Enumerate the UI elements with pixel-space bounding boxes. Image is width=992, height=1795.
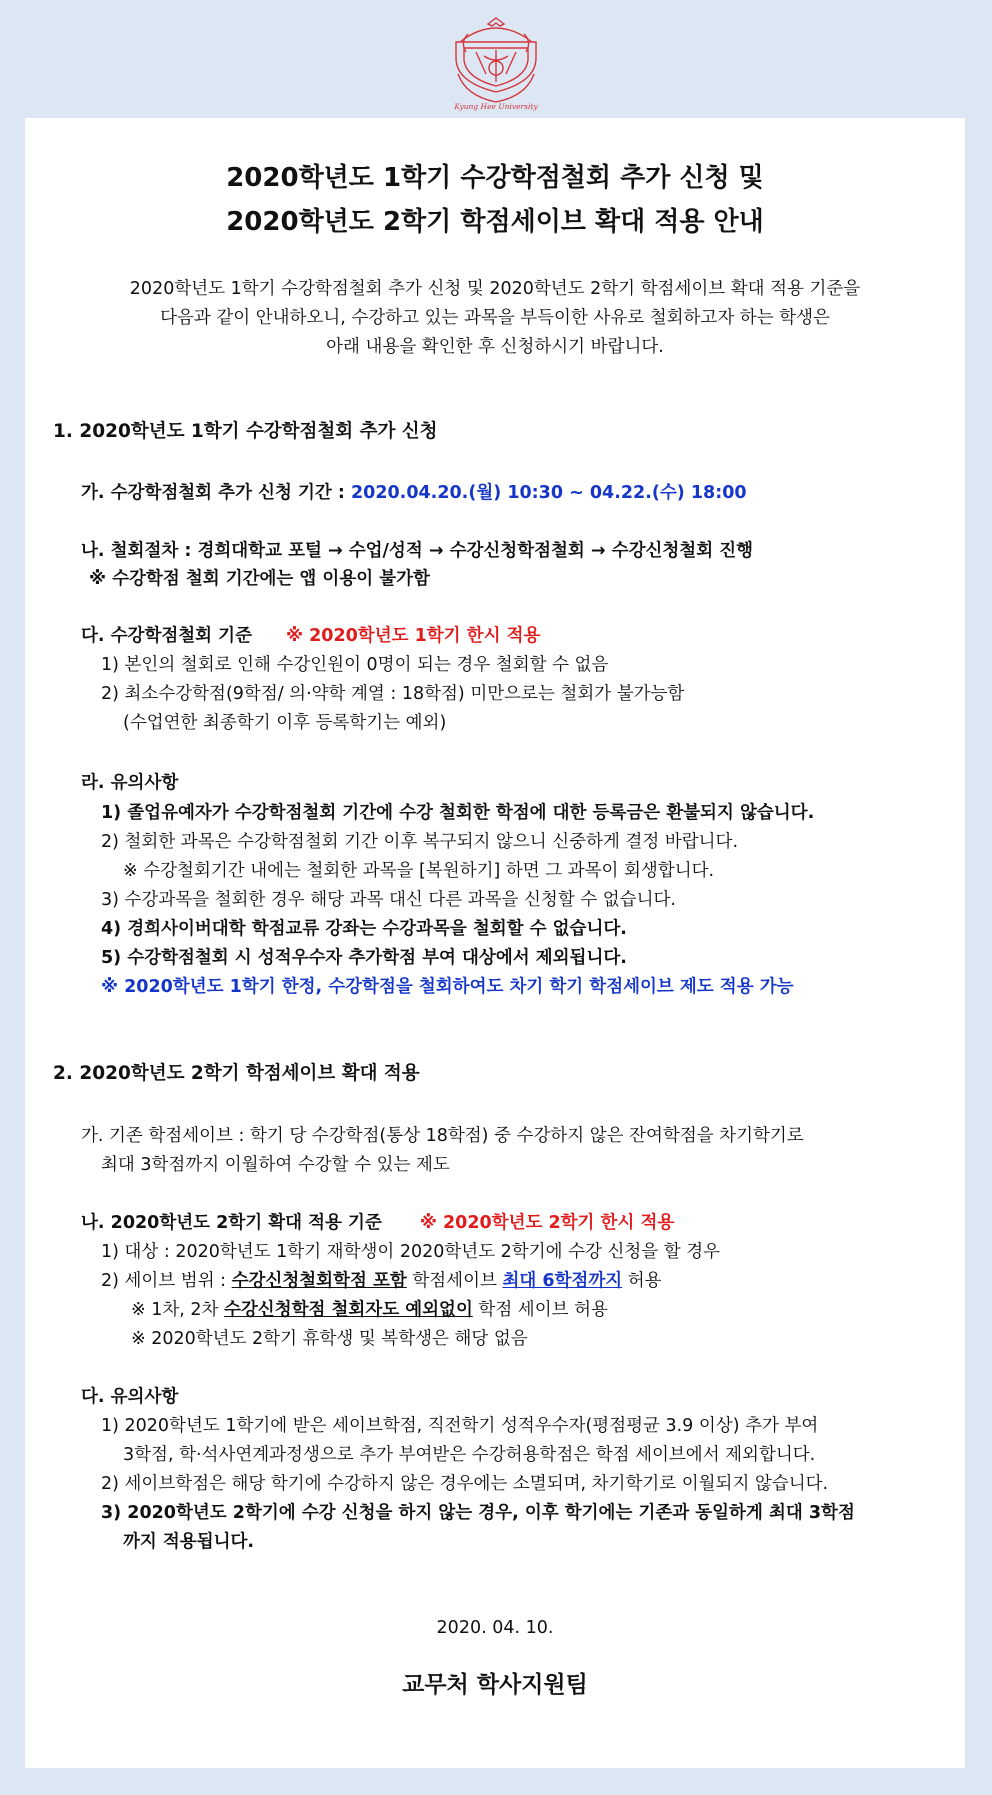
s1-ga-period: 2020.04.20.(월) 10:30 ~ 04.22.(수) 18:00 [350, 483, 747, 503]
notice-document [25, 118, 965, 1768]
s2-na-item-2 [101, 1270, 662, 1292]
issuer-signature: 교무처 학사지원팀 [402, 1672, 588, 1698]
section2-heading: 2. 2020학년도 2학기 학점세이브 확대 적용 [53, 1063, 420, 1084]
s2-na-item-2-note-2: ※ 2020학년도 2학기 휴학생 및 복학생은 해당 없음 [131, 1329, 528, 1349]
s2-na-item-2-c: 학점세이브 [406, 1271, 503, 1291]
s2-na-note1-a: ※ 1차, 2차 [131, 1300, 224, 1320]
s2-da-item-1a: 1) 2020학년도 1학기에 받은 세이브학점, 직전학기 성적우수자(평점평균 3.9 이상) 추가 부여 [101, 1416, 819, 1436]
s2-ga-line-2: 최대 3학점까지 이월하여 수강할 수 있는 제도 [101, 1155, 450, 1175]
title-line-2: 2020학년도 2학기 학점세이브 확대 적용 안내 [226, 207, 764, 237]
s1-da-note: ※ 2020학년도 1학기 한시 적용 [285, 626, 541, 646]
seal-lettering: Kyung Hee University [454, 102, 538, 111]
s2-na-item-1: 1) 대상 : 2020학년도 1학기 재학생이 2020학년도 2학기에 수강 신청을 할 경우 [101, 1242, 721, 1262]
s2-na-label: 나. 2020학년도 2학기 확대 적용 기준 [81, 1213, 382, 1233]
s1-na-note: ※ 수강학점 철회 기간에는 앱 이용이 불가함 [89, 569, 430, 589]
intro-line-3: 아래 내용을 확인한 후 신청하시기 바랍니다. [326, 337, 664, 357]
s1-ga-line [81, 482, 747, 504]
s2-na-line [81, 1212, 674, 1234]
s1-ra-item-2-sub: ※ 수강철회기간 내에는 철회한 과목을 [복원하기] 하면 그 과목이 회생합니다. [123, 861, 715, 881]
s1-ra-item-2: 2) 철회한 과목은 수강학점철회 기간 이후 복구되지 않으니 신중하게 결정 바랍니다. [101, 832, 739, 852]
s2-da-item-2: 2) 세이브학점은 해당 학기에 수강하지 않은 경우에는 소멸되며, 차기학기로 이월되지 않습니다. [101, 1474, 829, 1494]
s1-da-item-2: 2) 최소수강학점(9학점/ 의·약학 계열 : 18학점) 미만으로는 철회가 불가능함 [101, 684, 685, 704]
s1-da-item-2-sub: (수업연한 최종학기 이후 등록학기는 예외) [123, 713, 447, 733]
s2-ga-line-1: 가. 기존 학점세이브 : 학기 당 수강학점(통상 18학점) 중 수강하지 않은 잔여학점을 차기학기로 [81, 1126, 804, 1146]
s1-na-line: 나. 철회절차 : 경희대학교 포털 → 수업/성적 → 수강신청학점철회 → 수강신청철회 진행 [81, 541, 754, 561]
s2-na-item-2-a: 2) 세이브 범위 : [101, 1271, 232, 1291]
notice-date: 2020. 04. 10. [436, 1618, 554, 1638]
s2-da-item-1b: 3학점, 학·석사연계과정생으로 추가 부여받은 수강허용학점은 학점 세이브에서 제외합니다. [123, 1445, 816, 1465]
s2-na-item-2-d: 최대 6학점까지 [502, 1271, 623, 1291]
s1-ga-label: 가. 수강학점철회 추가 신청 기간 : [81, 483, 351, 503]
s1-ra-note: ※ 2020학년도 1학기 한정, 수강학점을 철회하여도 차기 학기 학점세이브 제도 적용 가능 [101, 977, 794, 997]
s1-ra-item-4: 4) 경희사이버대학 학점교류 강좌는 수강과목을 철회할 수 없습니다. [101, 919, 627, 939]
title-line-1: 2020학년도 1학기 수강학점철회 추가 신청 및 [226, 163, 764, 193]
s2-na-note1-b: 수강신청학점 철회자도 예외없이 [224, 1300, 473, 1320]
s1-da-item-1: 1) 본인의 철회로 인해 수강인원이 0명이 되는 경우 철회할 수 없음 [101, 655, 609, 675]
section1-heading: 1. 2020학년도 1학기 수강학점철회 추가 신청 [53, 421, 438, 442]
s1-da-label: 다. 수강학점철회 기준 [81, 626, 252, 646]
s1-ra-item-5: 5) 수강학점철회 시 성적우수자 추가학점 부여 대상에서 제외됩니다. [101, 948, 627, 968]
s2-na-item-2-e: 허용 [622, 1271, 662, 1291]
s1-da-line [81, 625, 540, 647]
intro-line-1: 2020학년도 1학기 수강학점철회 추가 신청 및 2020학년도 2학기 학점세이브 확대 적용 기준을 [129, 279, 861, 299]
s2-na-item-2-b: 수강신청철회학점 포함 [231, 1271, 407, 1291]
header-band [0, 0, 992, 118]
s1-ra-label: 라. 유의사항 [81, 773, 179, 793]
s2-da-item-3a: 3) 2020학년도 2학기에 수강 신청을 하지 않는 경우, 이후 학기에는 기존과 동일하게 최대 3학점 [101, 1503, 855, 1523]
s2-na-note1-c: 학점 세이브 허용 [472, 1300, 608, 1320]
university-seal-logo [446, 12, 546, 112]
s2-na-note: ※ 2020학년도 2학기 한시 적용 [419, 1213, 675, 1233]
intro-line-2: 다음과 같이 안내하오니, 수강하고 있는 과목을 부득이한 사유로 철회하고자 하는 학생은 [160, 308, 830, 328]
s2-da-item-3b: 까지 적용됩니다. [123, 1532, 255, 1552]
s2-na-item-2-note-1 [131, 1299, 608, 1321]
s2-da-label: 다. 유의사항 [81, 1387, 179, 1407]
s1-ra-item-1: 1) 졸업유예자가 수강학점철회 기간에 수강 철회한 학점에 대한 등록금은 환불되지 않습니다. [101, 803, 815, 823]
s1-ra-item-3: 3) 수강과목을 철회한 경우 해당 과목 대신 다른 과목을 신청할 수 없습니다. [101, 890, 676, 910]
